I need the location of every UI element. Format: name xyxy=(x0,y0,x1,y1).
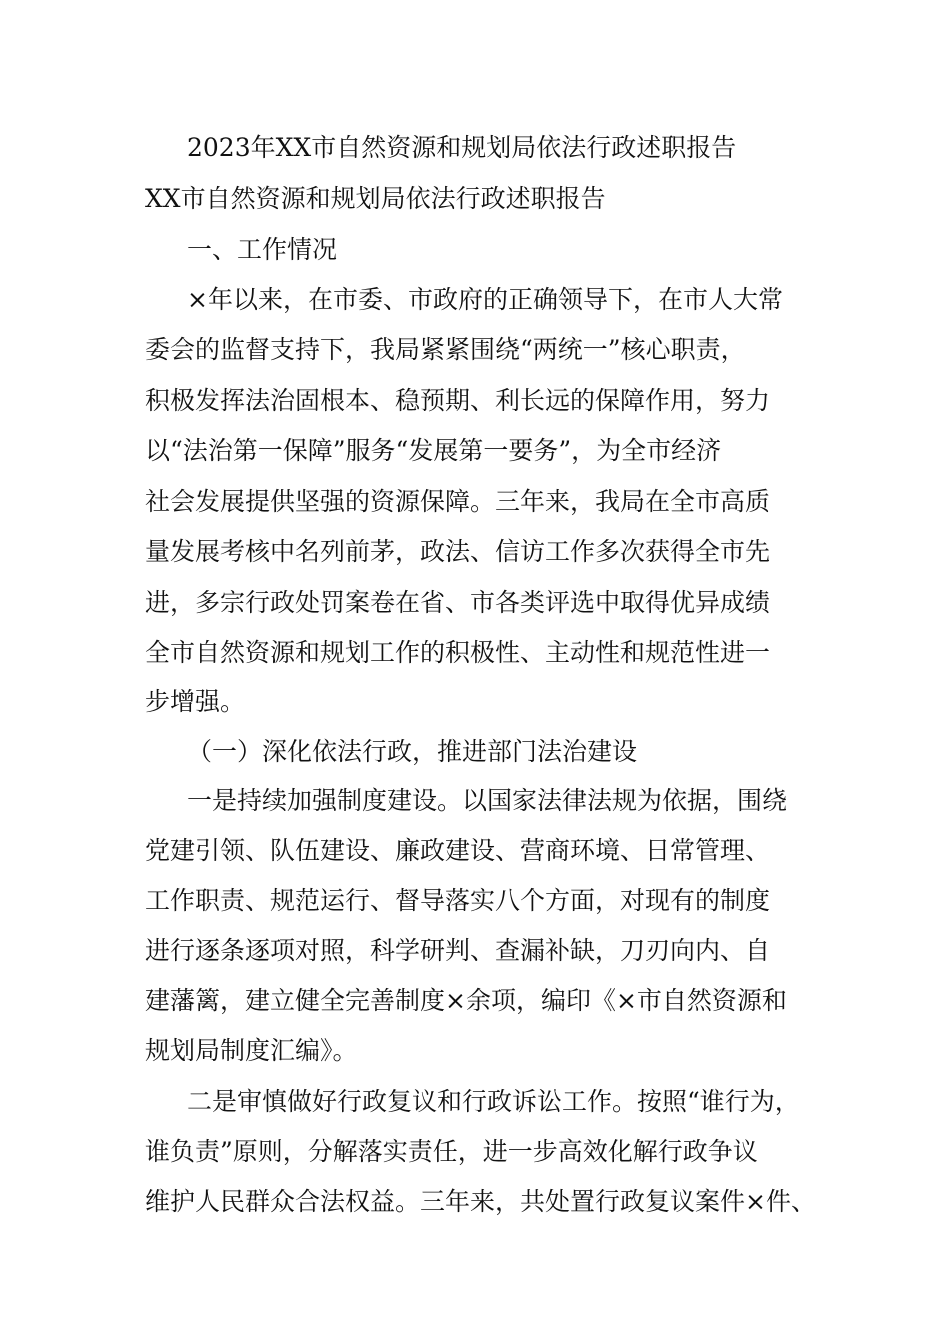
paragraph-line: 党建引领、队伍建设、廉政建设、营商环境、日常管理、 xyxy=(145,836,771,865)
paragraph-line: 委会的监督支持下，我局紧紧围绕“两统一”核心职责， xyxy=(145,335,746,364)
paragraph-line: 建藩篱，建立健全完善制度×余项，编印《×市自然资源和 xyxy=(145,986,787,1015)
paragraph-line: 全市自然资源和规划工作的积极性、主动性和规范性进一 xyxy=(145,638,771,667)
subsection-heading: （一）深化依法行政，推进部门法治建设 xyxy=(187,737,638,766)
paragraph-line: 规划局制度汇编》。 xyxy=(145,1036,358,1065)
paragraph-line: 进行逐条逐项对照，科学研判、查漏补缺，刀刃向内、自 xyxy=(145,936,771,965)
paragraph-line: 工作职责、规范运行、督导落实八个方面，对现有的制度 xyxy=(145,886,771,915)
section-heading: 一、工作情况 xyxy=(187,235,338,264)
paragraph-line: 社会发展提供坚强的资源保障。三年来，我局在全市高质 xyxy=(145,487,771,516)
paragraph-line: 维护人民群众合法权益。三年来，共处置行政复议案件×件、 xyxy=(145,1187,816,1216)
paragraph-line: 一是持续加强制度建设。以国家法律法规为依据，围绕 xyxy=(187,786,788,815)
paragraph-line: 谁负责”原则，分解落实责任，进一步高效化解行政争议 xyxy=(145,1137,758,1166)
paragraph-line: 进，多宗行政处罚案卷在省、市各类评选中取得优异成绩 xyxy=(145,588,771,617)
document-subtitle: XX市自然资源和规划局依法行政述职报告 xyxy=(145,184,606,213)
paragraph-line: 以“法治第一保障”服务“发展第一要务”，为全市经济 xyxy=(145,436,722,465)
paragraph-line: 二是审慎做好行政复议和行政诉讼工作。按照“谁行为， xyxy=(187,1087,800,1116)
document-title: 2023年XX市自然资源和规划局依法行政述职报告 xyxy=(187,133,737,162)
paragraph-line: 积极发挥法治固根本、稳预期、利长远的保障作用，努力 xyxy=(145,386,771,415)
paragraph-line: ×年以来，在市委、市政府的正确领导下，在市人大常 xyxy=(187,285,783,314)
paragraph-line: 量发展考核中名列前茅，政法、信访工作多次获得全市先 xyxy=(145,537,771,566)
paragraph-line: 步增强。 xyxy=(145,687,246,716)
